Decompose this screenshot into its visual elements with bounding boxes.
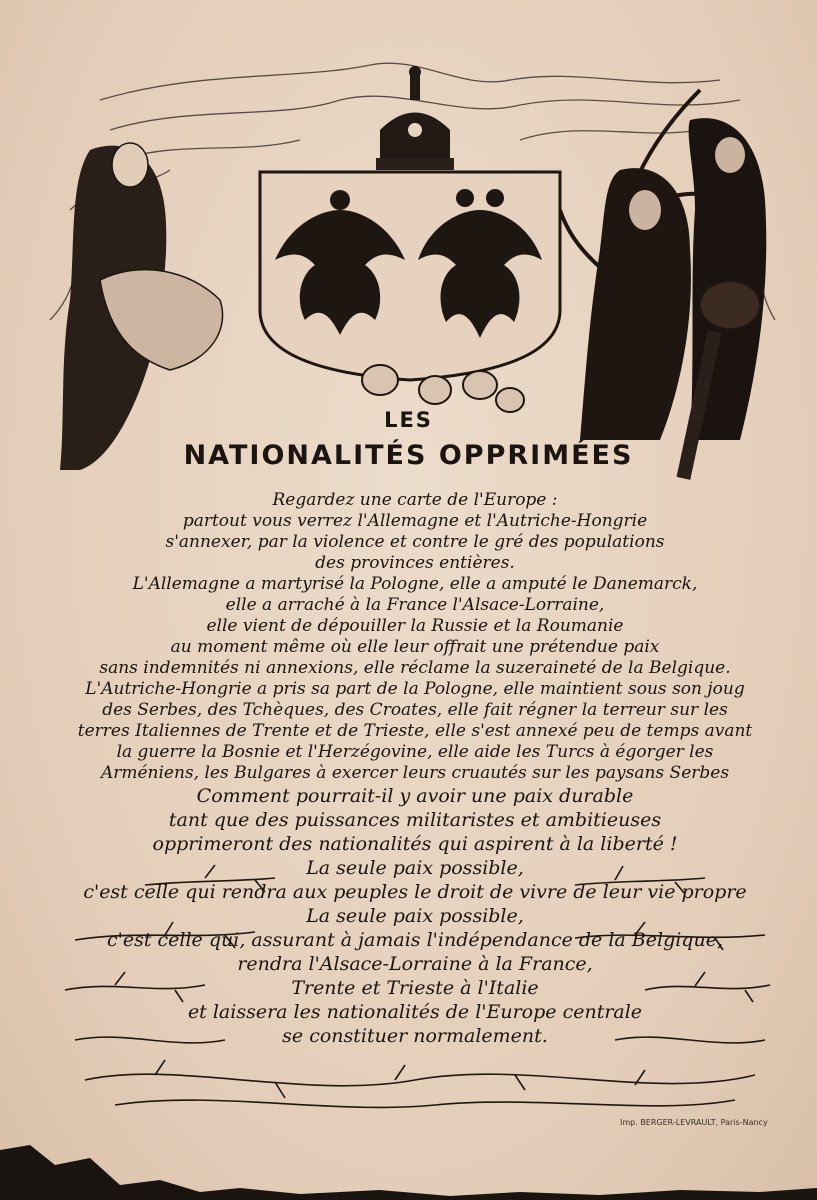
closing-line: se constituer normalement. xyxy=(282,1025,548,1047)
body-line: au moment même où elle leur offrait une prétendue paix xyxy=(170,637,660,657)
body-line: L'Allemagne a martyrisé la Pologne, elle a amputé le Danemarck, xyxy=(132,574,698,594)
body-line: des Serbes, des Tchèques, des Croates, elle fait régner la terreur sur les xyxy=(102,700,728,720)
closing-line: c'est celle qui, assurant à jamais l'indépendance de la Belgique, xyxy=(106,929,723,951)
closing-line: La seule paix possible, xyxy=(306,905,524,927)
body-line: elle vient de dépouiller la Russie et la Roumanie xyxy=(206,616,624,636)
closing-line: opprimeront des nationalités qui aspirent à la liberté ! xyxy=(152,833,678,855)
title-small: LES xyxy=(384,408,433,432)
body-line: terres Italiennes de Trente et de Trieste, elle s'est annexé peu de temps avant xyxy=(77,721,753,741)
closing-line: rendra l'Alsace-Lorraine à la France, xyxy=(237,953,593,975)
printer-imprint: Imp. BERGER-LEVRAULT, Paris-Nancy xyxy=(620,1118,768,1127)
body-line: L'Autriche-Hongrie a pris sa part de la Pologne, elle maintient sous son joug xyxy=(85,679,745,699)
body-line: partout vous verrez l'Allemagne et l'Autriche-Hongrie xyxy=(182,511,648,531)
body-line: des provinces entières. xyxy=(315,553,515,573)
torn-paper-edge xyxy=(0,1130,817,1200)
body-line: s'annexer, par la violence et contre le gré des populations xyxy=(165,532,665,552)
body-text xyxy=(50,490,780,1048)
closing-line: Comment pourrait-il y avoir une paix durable xyxy=(196,785,634,807)
body-line: Regardez une carte de l'Europe : xyxy=(272,490,558,510)
closing-line: et laissera les nationalités de l'Europe centrale xyxy=(187,1001,643,1023)
body-line: la guerre la Bosnie et l'Herzégovine, elle aide les Turcs à égorger les xyxy=(116,742,714,762)
crown-icon xyxy=(376,66,454,170)
body-line: sans indemnités ni annexions, elle réclame la suzeraineté de la Belgique. xyxy=(99,658,731,678)
body-line: Arméniens, les Bulgares à exercer leurs cruautés sur les paysans Serbes xyxy=(100,763,730,783)
closing-line: La seule paix possible, xyxy=(306,857,524,879)
page-title: NATIONALITÉS OPPRIMÉES xyxy=(183,440,634,471)
closing-line: c'est celle qui rendra aux peuples le droit de vivre de leur vie propre xyxy=(83,881,747,903)
closing-line: Trente et Trieste à l'Italie xyxy=(291,977,539,999)
coat-of-arms-shield xyxy=(260,172,560,380)
closing-line: tant que des puissances militaristes et ambitieuses xyxy=(168,809,662,831)
body-line: elle a arraché à la France l'Alsace-Lorraine, xyxy=(225,595,605,615)
